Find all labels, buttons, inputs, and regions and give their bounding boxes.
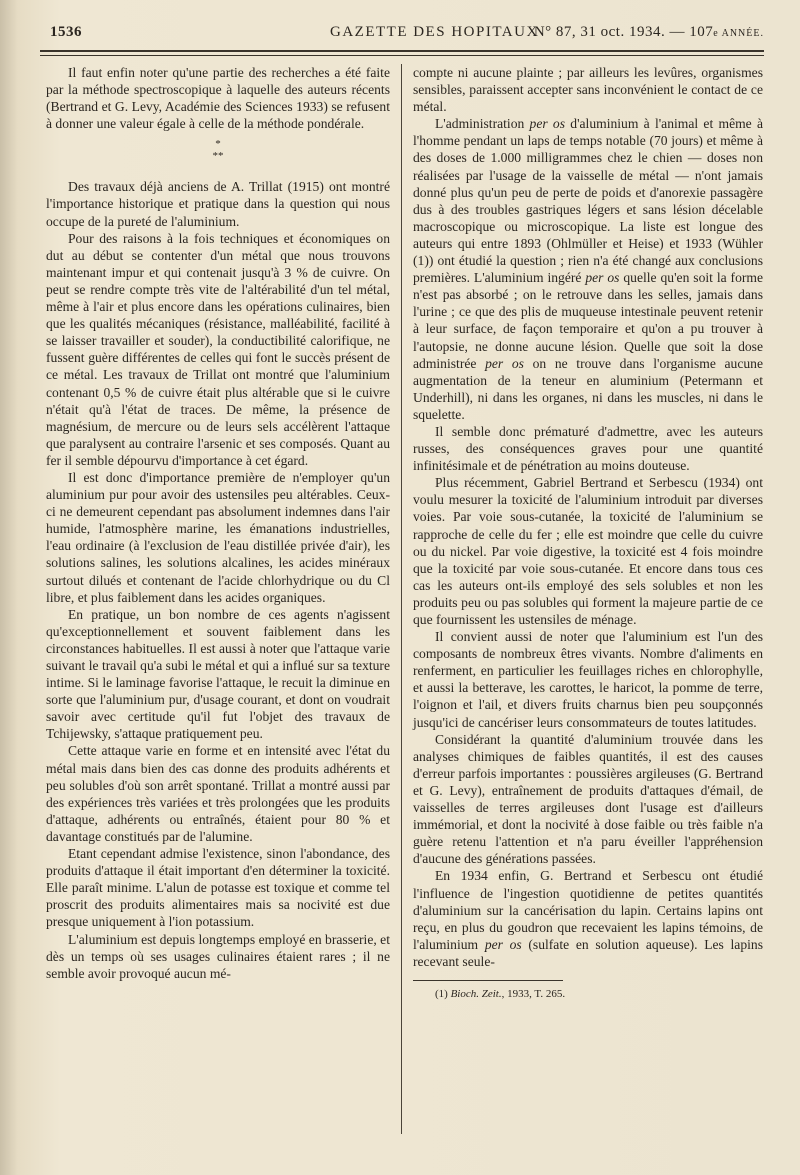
section-separator: * **	[212, 138, 224, 163]
paragraph: Cette attaque varie en forme et en intensité avec l'état du métal mais dans bien des cas donne des produits adhérents et peu solubles d'où son arrêt spontané. Trillat a montré aussi par des expériences très variées et très prolongées que les produits d'attaque, adhérents ou entraînés, étaient pour 80 % et davantage constitués par de l'alumine.	[46, 743, 390, 844]
text-run: on ne trouve dans l'organisme aucune augmentation de la teneur en aluminium (Petermann et Underhill), ni dans les organes, ni dans les muscles, ni dans le squelette.	[413, 355, 763, 422]
footnote-journal: Bioch. Zeit.	[450, 987, 502, 1000]
page-number: 1536	[50, 24, 82, 40]
paragraph: Pour des raisons à la fois techniques et économiques on dut au début se contenter d'un métal que nous trouvons maintenant impur et qui contenait jusqu'à 3 % de cuivre. On peut se rendre compte très vite de l'altérabilité d'un tel métal, même à l'air et plus encore dans les opérations culinaires, bien que les qualités mécaniques (résistance, malléabilité, facilité à se laisser travailler et souder), la conductibilité calorifique, ne fussent guère différentes de celles qui font le succès présent de ce métal. Les travaux de Trillat ont montré que l'aluminium contenant 0,5 % de cuivre était plus altérable que si le cuivre n'était qu'à l'état de traces. De même, la présence de magnésium, de mercure ou de leurs sels accélèrent l'attaque que paralysent au contraire l'arsenic et ses composés. Quant au fer il semble dépourvu d'importance à cet égard.	[46, 230, 390, 468]
footnote-ref: , 1933, T. 265.	[501, 987, 566, 1000]
paragraph: Considérant la quantité d'aluminium trouvée dans les analyses chimiques de faibles quantités, il est des causes d'erreur parfois importantes : poussières argileuses (G. Bertrand et G. Levy), entraînement de produits d'attaques d'émail, de vaisselles de terres argileuses dont l'usage est d'ailleurs immémorial, et dont la nocivité à dose faible ou très faible n'a guère retenu l'attention et n'a paru éveiller l'appréhension d'aucune des générations passées.	[413, 731, 763, 867]
issue-year-suffix: e ANNÉE.	[713, 28, 764, 39]
paragraph: Il convient aussi de noter que l'aluminium est l'un des composants de nombreux êtres vivants. Nombre d'aliments en renferment, en particulier les feuillages riches en chlorophylle, et aussi la betterave, les carottes, le haricot, la pomme de terre, l'oignon et l'ail, et divers fruits charnus bien peu soupçonnés jusqu'ici de cancériser leurs consommateurs de toutes latitudes.	[413, 629, 763, 730]
header-rule-thin	[40, 55, 764, 56]
italic-term: per os	[484, 936, 522, 952]
column-divider	[401, 64, 402, 1134]
italic-term: per os	[529, 116, 566, 132]
paragraph: En pratique, un bon nombre de ces agents n'agissent qu'exceptionnellement et souvent faiblement dans les circonstances habituelles. Il est aussi à noter que l'attaque varie suivant le travail qu'a subi le métal et qui a influé sur sa texture intime. Si le laminage favorise l'attaque, le recuit la diminue en sorte que l'aluminium pur, d'usage courant, et dont on voudrait savoir avec certitude qu'il fut l'objet des travaux de Tchijewsky, s'attaque pratiquement peu.	[46, 606, 390, 742]
right-column	[413, 64, 763, 1001]
paragraph: compte ni aucune plainte ; par ailleurs les levûres, organismes sensibles, paraissent accepter sans inconvénient le contact de ce métal.	[413, 65, 763, 115]
text-run: L'administration	[435, 116, 530, 132]
paragraph: Etant cependant admise l'existence, sinon l'abondance, des produits d'attaque il était important d'en déterminer la toxicité. Elle paraît minime. L'alun de potasse est toxique et comme tel proscrit des produits alimentaires mais sa nocivité est due presque uniquement à l'ion potassium.	[46, 846, 390, 930]
paragraph: Plus récemment, Gabriel Bertrand et Serbescu (1934) ont voulu mesurer la toxicité de l'aluminium introduit par diverses voies. Par voie sous-cutanée, la toxicité de l'aluminium se rapproche de celle du fer ; elle est moindre que celle du cuivre ou du nickel. Par voie digestive, la toxicité est 4 fois moindre que la toxicité par voie sous-cutanée. Et encore dans tous ces cas les auteurs ont-ils employé des sels solubles et non les produits peu ou pas solubles qui forment la majeure partie de ce que fournissent les ustensiles de ménage.	[413, 475, 763, 627]
text-run: quelle qu'en soit la forme n'est pas absorbé ; on le retrouve dans les selles, jamais dans l'urine ; ce que des plis de muqueuse intestinale peuvent retenir à leur surface, de façon temporaire et qu'on a pu trouver à l'autopsie, ne donne aucune lésion. Quelle que soit la dose administrée	[413, 270, 764, 371]
italic-term: per os	[485, 355, 524, 371]
paragraph	[413, 115, 763, 423]
paragraph: L'aluminium est depuis longtemps employé en brasserie, et dès un temps où ses usages culinaires étaient rares ; il ne semble avoir provoqué aucun mé-	[46, 931, 390, 981]
paragraph: Il faut enfin noter qu'une partie des recherches a été faite par la méthode spectroscopique à laquelle des auteurs récents (Bertrand et G. Levy, Académie des Sciences 1933) se refusent à donner une valeur égale à celle de la méthode pondérale.	[46, 65, 390, 132]
journal-title: GAZETTE DES HOPITAUX	[330, 24, 539, 40]
text-run: d'aluminium à l'animal et même à l'homme pendant un laps de temps notable (70 jours) et même à des doses de 1.000 milligrammes chez le chien — doses non réalisées par l'usage de la vaisselle de métal — n'ont jamais donné plus qu'un peu de perte de poids et d'anorexie passagère dus à des troubles gastriques légers et sans lésion décelable macroscopique ou microscopique. La liste est longue des auteurs qui entre 1893 (Ohlmüller et Heise) et 1933 (Wühler (1)) ont étudié la question ; rien n'a été changé aux conclusions premières. L'aluminium ingéré	[413, 116, 763, 286]
italic-term: per os	[585, 270, 620, 286]
footnote	[413, 987, 763, 1001]
text-run: (sulfate en solution aqueuse). Les lapins recevant seule-	[413, 936, 763, 969]
issue-number-date: N° 87, 31 oct. 1934. — 107	[533, 24, 714, 40]
paragraph: Il est donc d'importance première de n'employer qu'un aluminium pur pour avoir des ustensiles peu altérables. Ceux-ci ne demeurent cependant pas absolument indemnes dans l'air humide, l'atmosphère marine, les émanations industrielles, l'eau ordinaire (à l'exclusion de l'eau distillée privée d'air), les solutions salines, les solutions alcalines, les acides minéraux surtout dilués et contenant de l'acide chlorhydrique ou du Cl libre, et plus faiblement dans les acides organiques.	[46, 469, 390, 605]
paragraph	[413, 867, 763, 970]
header-rule-thick	[40, 50, 764, 52]
page-header	[40, 22, 764, 46]
text-run: En 1934 enfin, G. Bertrand et Serbescu ont étudié l'influence de l'ingestion quotidienne de petites quantités d'aluminium sur la cancérisation du lapin. Certains lapins ont reçu, en plus du goudron que recevaient les lapins témoins, de l'aluminium	[413, 868, 763, 952]
left-column	[46, 64, 390, 982]
paragraph: Il semble donc prématuré d'admettre, avec les auteurs russes, des conséquences graves pour une quantité infinitésimale et de pénétration au moins douteuse.	[413, 423, 763, 474]
footnote-rule	[413, 980, 563, 981]
issue-info	[534, 24, 764, 41]
paragraph: Des travaux déjà anciens de A. Trillat (1915) ont montré l'importance historique et pratique dans la question qui nous occupe de la pureté de l'aluminium.	[46, 179, 390, 229]
footnote-marker: (1)	[435, 987, 451, 1000]
